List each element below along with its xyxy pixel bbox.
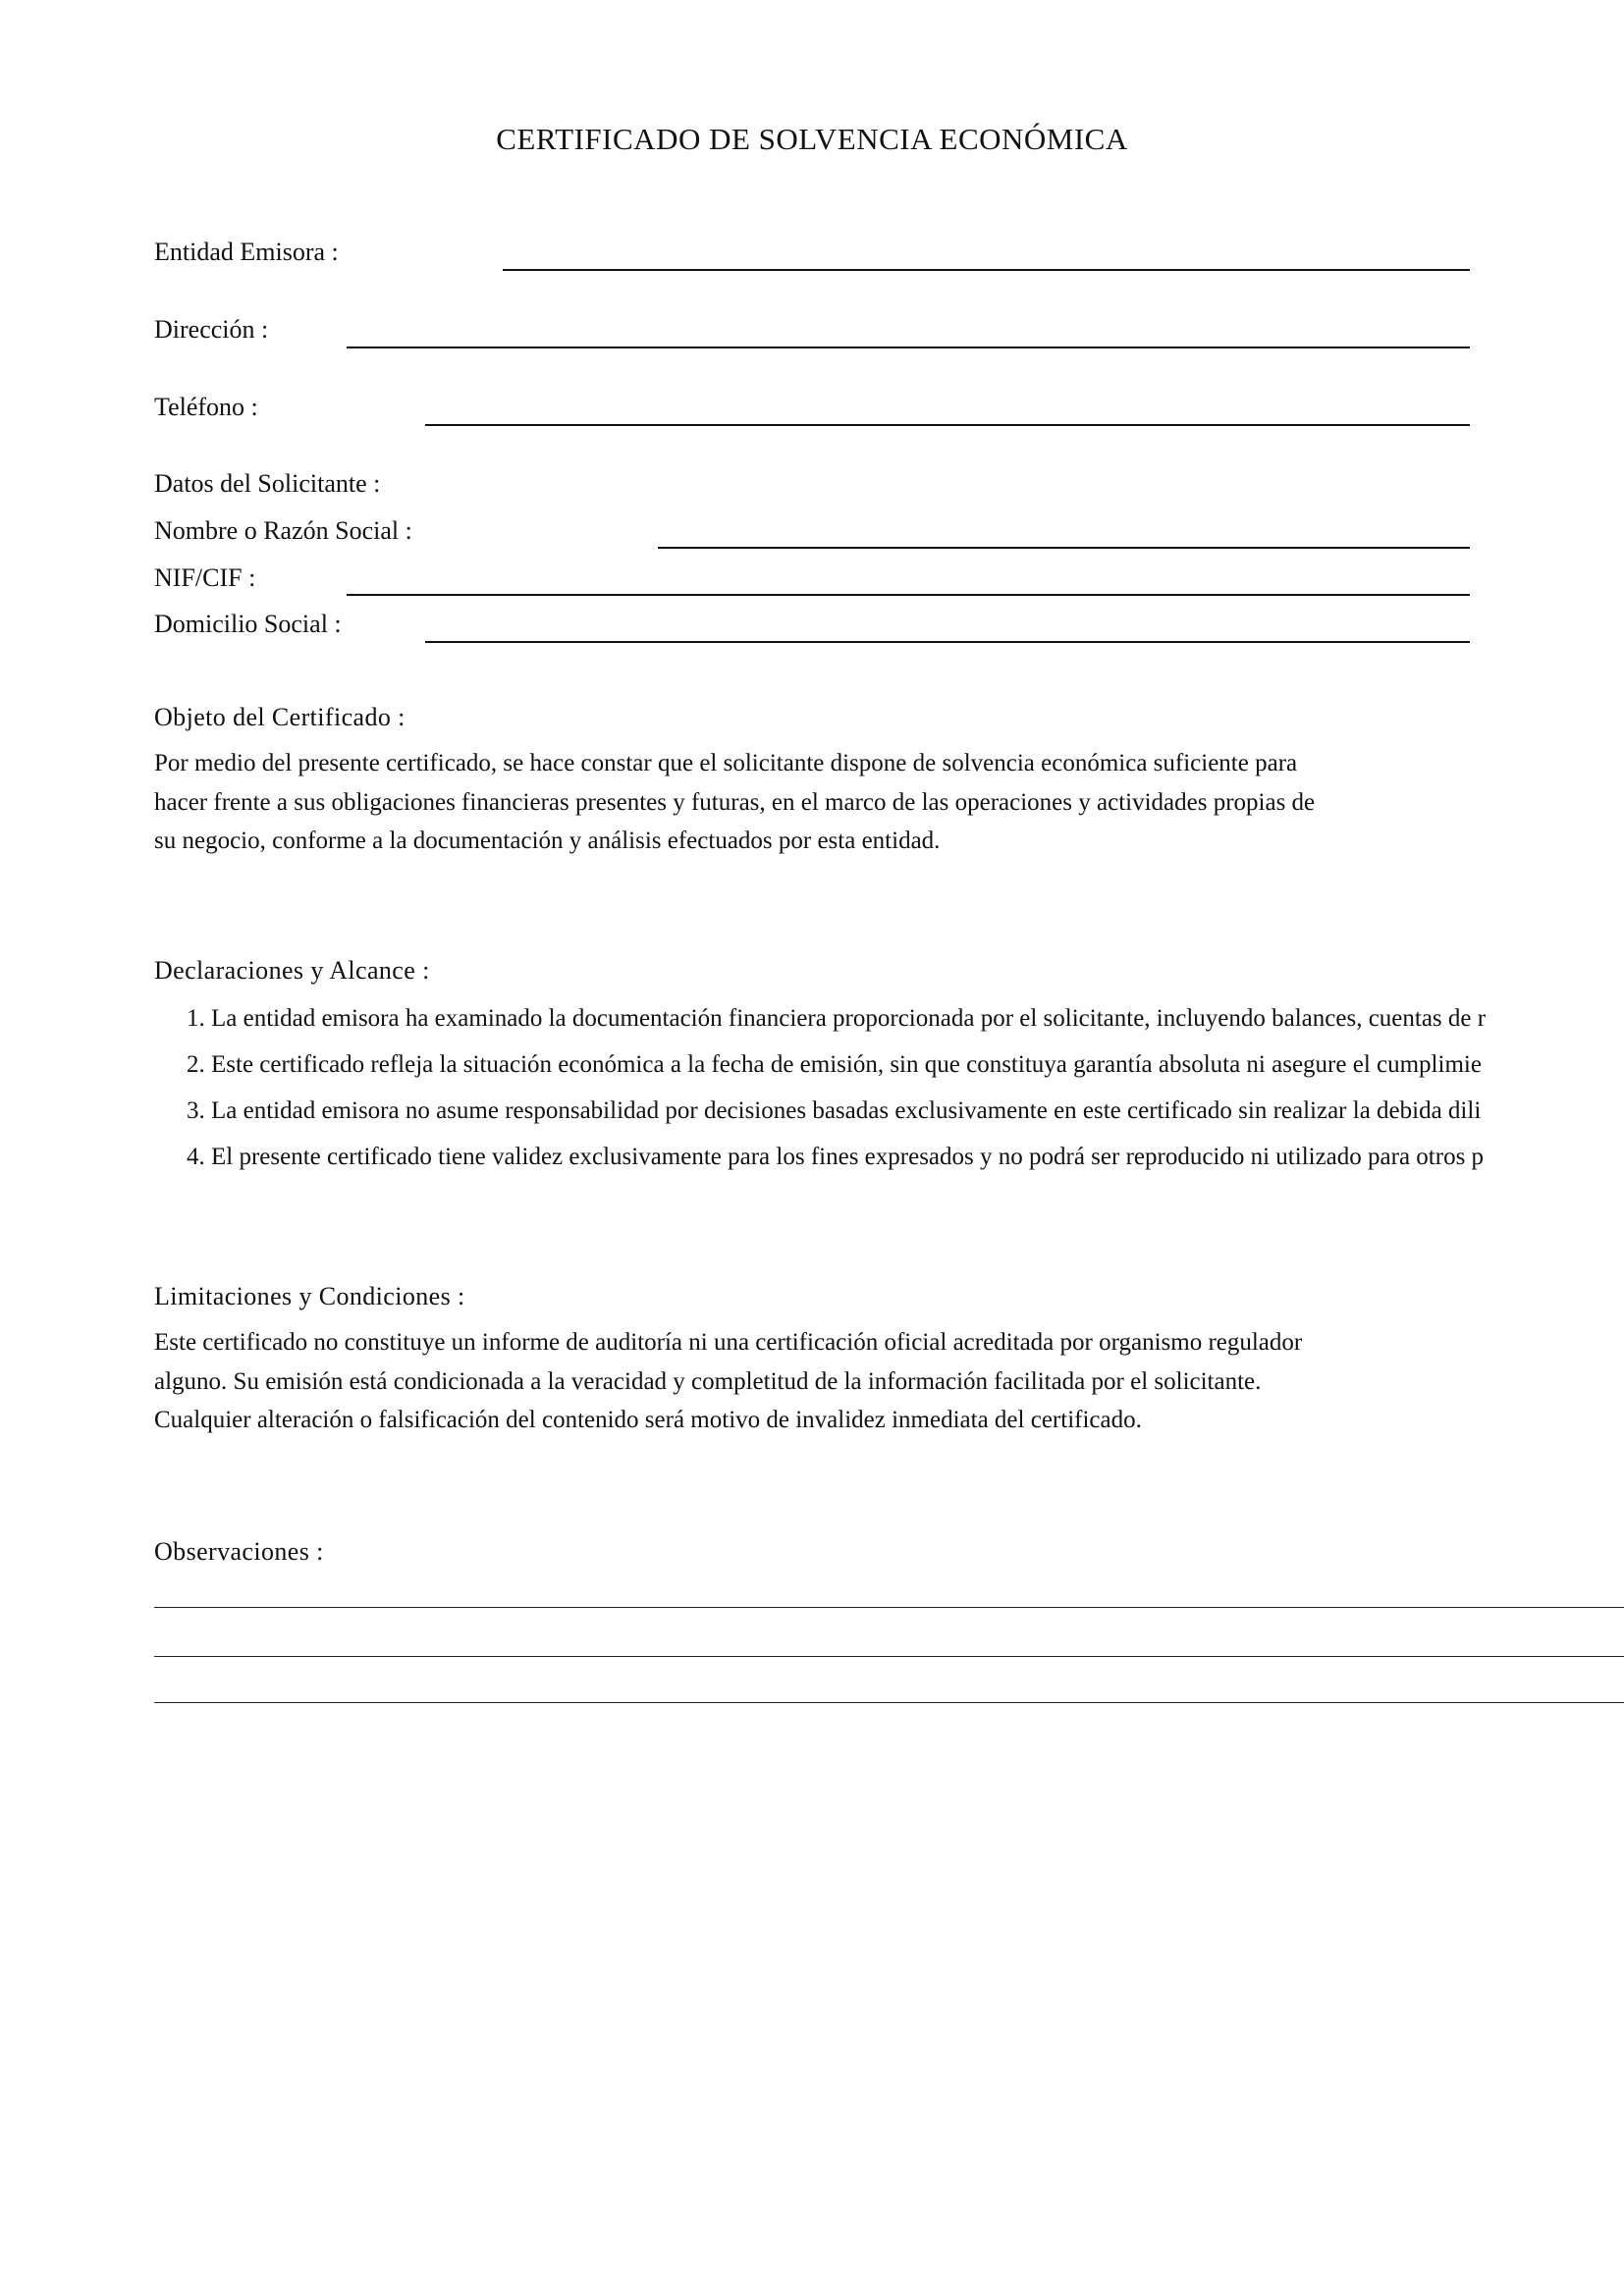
- observaciones-line[interactable]: [154, 1607, 1624, 1608]
- objeto-paragraph: [154, 744, 1315, 861]
- item-number: 2.: [187, 1051, 205, 1078]
- direccion-label: Dirección :: [154, 315, 269, 344]
- limitaciones-line: Este certificado no constituye un informe de auditoría ni una certificación oficial acreditada por organismo regulador: [154, 1329, 1303, 1356]
- limitaciones-line: Cualquier alteración o falsificación del contenido será motivo de invalidez inmediata del certificado.: [154, 1407, 1142, 1433]
- document-title: CERTIFICADO DE SOLVENCIA ECONÓMICA: [496, 122, 1128, 156]
- telefono-label: Teléfono :: [154, 393, 258, 421]
- observaciones-heading: Observaciones :: [154, 1537, 324, 1566]
- objeto-heading: Objeto del Certificado :: [154, 703, 406, 731]
- item-text: Este certificado refleja la situación económica a la fecha de emisión, sin que constituya garantía absoluta ni asegure el cumplimie: [211, 1051, 1482, 1078]
- declaracion-item: [187, 1097, 1481, 1125]
- item-text: La entidad emisora ha examinado la documentación financiera proporcionada por el solicitante, incluyendo balances, cuentas de r: [211, 1005, 1487, 1032]
- telefono-field[interactable]: [425, 424, 1470, 426]
- item-number: 4.: [187, 1144, 205, 1170]
- item-number: 3.: [187, 1097, 205, 1124]
- entidad-emisora-label: Entidad Emisora :: [154, 238, 339, 266]
- declaracion-item: [187, 1005, 1486, 1033]
- item-text: La entidad emisora no asume responsabilidad por decisiones basadas exclusivamente en este certificado sin realizar la debida dili: [211, 1097, 1482, 1124]
- objeto-line: Por medio del presente certificado, se hace constar que el solicitante dispone de solvencia económica suficiente para: [154, 750, 1298, 776]
- domicilio-social-field[interactable]: [425, 641, 1470, 643]
- domicilio-social-label: Domicilio Social :: [154, 610, 342, 638]
- direccion-field[interactable]: [347, 347, 1470, 348]
- objeto-line: su negocio, conforme a la documentación y análisis efectuados por esta entidad.: [154, 828, 941, 854]
- datos-solicitante-label: Datos del Solicitante :: [154, 469, 381, 498]
- limitaciones-heading: Limitaciones y Condiciones :: [154, 1282, 465, 1310]
- nif-cif-label: NIF/CIF :: [154, 563, 256, 592]
- nombre-razon-social-label: Nombre o Razón Social :: [154, 516, 412, 545]
- observaciones-line[interactable]: [154, 1702, 1624, 1703]
- nombre-razon-social-field[interactable]: [658, 547, 1470, 549]
- limitaciones-line: alguno. Su emisión está condicionada a la veracidad y completitud de la información facilitada por el solicitante.: [154, 1367, 1262, 1395]
- declaracion-item: [187, 1144, 1484, 1171]
- declaracion-item: [187, 1051, 1482, 1079]
- entidad-emisora-field[interactable]: [503, 269, 1470, 271]
- objeto-line: hacer frente a sus obligaciones financieras presentes y futuras, en el marco de las operaciones y actividades propias de: [154, 788, 1316, 816]
- item-number: 1.: [187, 1005, 205, 1032]
- limitaciones-paragraph: [154, 1323, 1302, 1440]
- observaciones-line[interactable]: [154, 1656, 1624, 1657]
- declaraciones-heading: Declaraciones y Alcance :: [154, 956, 430, 985]
- nif-cif-field[interactable]: [347, 594, 1470, 596]
- item-text: El presente certificado tiene validez exclusivamente para los fines expresados y no podrá ser reproducido ni utilizado para otros p: [211, 1144, 1485, 1170]
